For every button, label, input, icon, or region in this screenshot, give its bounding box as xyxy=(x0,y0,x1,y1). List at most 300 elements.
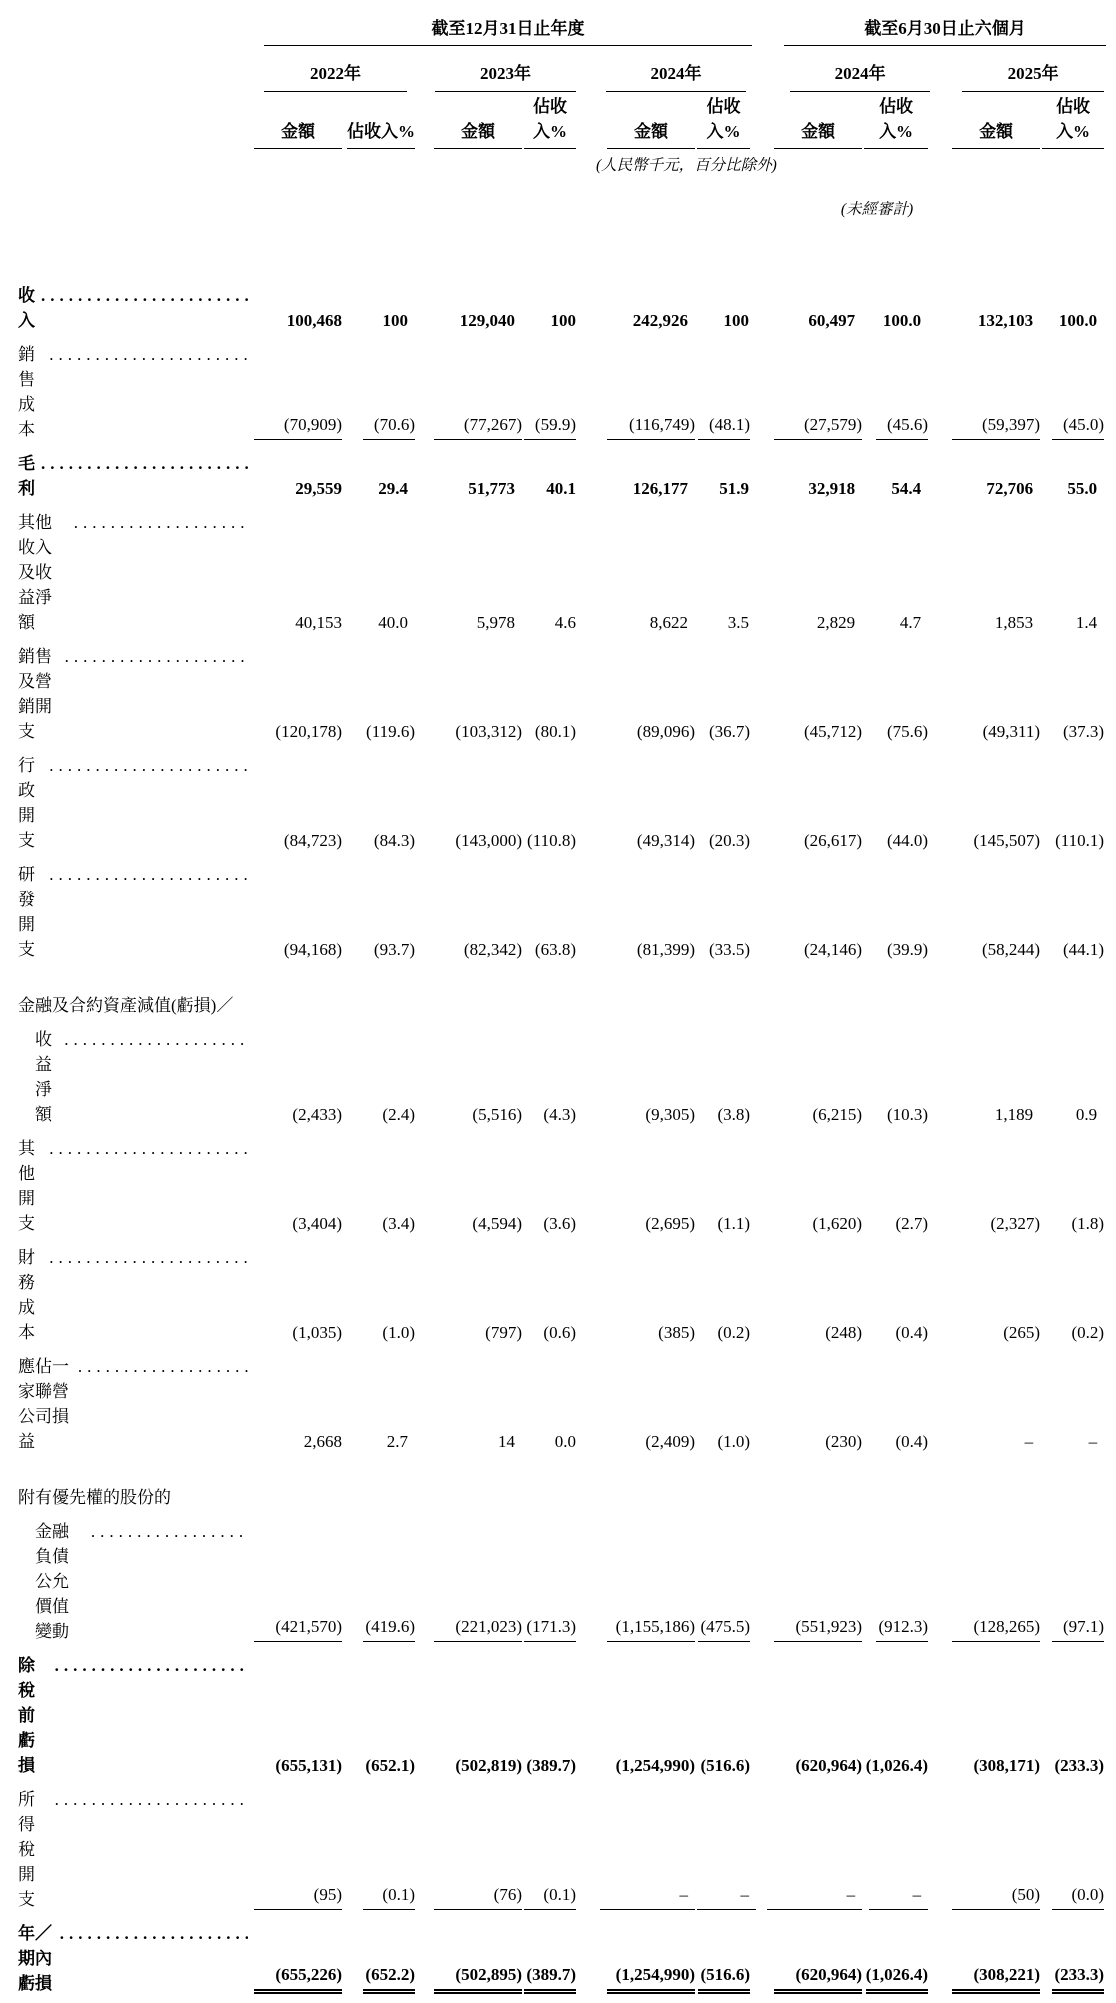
value-cell xyxy=(930,1461,1042,1517)
value-cell xyxy=(254,508,344,642)
cell-value: (110.8) xyxy=(527,831,576,850)
amount-header-label: 金額 xyxy=(607,117,695,149)
cell-value: (5,516) xyxy=(472,1105,522,1124)
column-header-amount xyxy=(578,92,697,149)
cell-value: 1.4 xyxy=(1075,613,1098,632)
value-cell xyxy=(524,1919,578,2003)
value-cell xyxy=(752,340,864,449)
period-group-header xyxy=(752,8,1106,46)
value-cell xyxy=(254,1352,344,1461)
cell-value: (80.1) xyxy=(534,722,576,741)
cell-value: (389.7) xyxy=(524,1965,576,1994)
value-cell xyxy=(697,1134,752,1243)
cell-value: (912.3) xyxy=(876,1617,928,1642)
value-cell xyxy=(578,969,697,1025)
value-cell xyxy=(417,449,524,508)
dot-leader xyxy=(60,1924,248,1944)
value-cell xyxy=(578,1651,697,1785)
value-cell xyxy=(417,508,524,642)
value-cell xyxy=(930,751,1042,860)
cell-value: (128,265) xyxy=(952,1617,1040,1642)
cell-value: (1,035) xyxy=(292,1323,342,1342)
cell-value: (75.6) xyxy=(886,722,929,741)
cell-value: (3.4) xyxy=(382,1214,415,1233)
value-cell xyxy=(344,1517,417,1651)
value-cell xyxy=(254,1517,344,1651)
amount-header-label: 金額 xyxy=(774,117,862,149)
value-cell xyxy=(524,1134,578,1243)
cell-value: 5,978 xyxy=(476,613,515,632)
value-cell xyxy=(254,1134,344,1243)
cell-value: (2.4) xyxy=(382,1105,415,1124)
value-cell xyxy=(578,1025,697,1134)
value-cell xyxy=(524,281,578,340)
column-header-amount xyxy=(254,92,344,149)
table-row xyxy=(18,1243,1106,1352)
table-row xyxy=(18,642,1106,751)
units-note-cell xyxy=(578,149,777,193)
cell-value: (1.1) xyxy=(717,1214,751,1233)
table-row xyxy=(18,751,1106,860)
row-label-wrap xyxy=(18,991,250,1016)
amount-header-label: 金額 xyxy=(434,117,522,149)
cell-value: (20.3) xyxy=(708,831,751,850)
value-cell xyxy=(417,1243,524,1352)
value-cell xyxy=(344,751,417,860)
cell-value: 51.9 xyxy=(719,479,749,498)
cell-value: (6,215) xyxy=(812,1105,863,1124)
value-cell xyxy=(1042,1461,1106,1517)
value-cell xyxy=(417,1919,524,2003)
cell-value: (655,226) xyxy=(254,1965,342,1994)
cell-value: (171.3) xyxy=(524,1617,576,1642)
cell-value: (36.7) xyxy=(708,722,751,741)
cell-value: 0.9 xyxy=(1075,1105,1098,1124)
cell-value: (475.5) xyxy=(698,1617,750,1642)
value-cell xyxy=(930,1134,1042,1243)
cell-value: (2,327) xyxy=(990,1214,1041,1233)
value-cell xyxy=(344,1919,417,2003)
row-label-wrap xyxy=(18,1651,250,1776)
value-cell xyxy=(524,1025,578,1134)
cell-value: (2,409) xyxy=(645,1432,695,1451)
value-cell xyxy=(864,860,930,969)
period-group-row xyxy=(18,8,1106,46)
value-cell xyxy=(752,508,864,642)
spacer-cell xyxy=(752,149,1106,193)
row-label: 應佔一家聯營公司損益 xyxy=(18,1357,69,1451)
table-row xyxy=(18,1025,1106,1134)
value-cell xyxy=(1042,449,1106,508)
row-label-cell xyxy=(18,860,254,969)
value-cell xyxy=(1042,1243,1106,1352)
cell-value: (502,819) xyxy=(455,1756,522,1775)
cell-value: 40,153 xyxy=(295,613,342,632)
row-label-wrap xyxy=(18,642,250,742)
cell-value: (93.7) xyxy=(373,940,415,959)
value-cell xyxy=(344,1134,417,1243)
cell-value: (44.0) xyxy=(886,831,929,850)
cell-value: (2.7) xyxy=(895,1214,929,1233)
unaudited-note-row xyxy=(18,193,1106,237)
cell-value: 29,559 xyxy=(295,479,342,498)
dot-leader xyxy=(78,1357,248,1377)
cell-value: (63.8) xyxy=(534,940,576,959)
cell-value: – xyxy=(1024,1432,1034,1451)
value-cell xyxy=(930,1919,1042,2003)
cell-value: 1,189 xyxy=(994,1105,1034,1124)
value-cell xyxy=(578,508,697,642)
cell-value: (70.6) xyxy=(363,415,415,440)
cell-value: 132,103 xyxy=(977,311,1034,330)
table-row xyxy=(18,1352,1106,1461)
column-header-pct xyxy=(1042,92,1106,149)
cell-value: (797) xyxy=(485,1323,522,1342)
cell-value: (33.5) xyxy=(708,940,751,959)
dot-leader xyxy=(41,454,248,474)
value-cell xyxy=(697,751,752,860)
value-cell xyxy=(524,1352,578,1461)
value-cell xyxy=(254,1919,344,2003)
row-label: 收益淨額 xyxy=(35,1030,52,1124)
row-label-wrap xyxy=(18,1352,250,1452)
value-cell xyxy=(344,860,417,969)
period-group-title: 截至6月30日止六個月 xyxy=(784,14,1106,46)
row-label: 金融負債公允價值變動 xyxy=(35,1522,69,1641)
cell-value: (70,909) xyxy=(254,415,342,440)
value-cell xyxy=(930,642,1042,751)
value-cell xyxy=(752,1651,864,1785)
cell-value: (97.1) xyxy=(1052,1617,1104,1642)
value-cell xyxy=(344,1785,417,1919)
value-cell xyxy=(697,449,752,508)
row-label-wrap xyxy=(18,1919,250,1994)
cell-value: (233.3) xyxy=(1054,1756,1105,1775)
cell-value: (1,026.4) xyxy=(866,1965,928,1994)
cell-value: (1.8) xyxy=(1071,1214,1105,1233)
cell-value: 40.0 xyxy=(378,613,408,632)
cell-value: (58,244) xyxy=(981,940,1041,959)
cell-value: (551,923) xyxy=(774,1617,862,1642)
cell-value: (265) xyxy=(1003,1323,1041,1342)
value-cell xyxy=(864,1025,930,1134)
value-cell xyxy=(697,340,752,449)
value-cell xyxy=(1042,1517,1106,1651)
row-label-cell xyxy=(18,1243,254,1352)
cell-value: 14 xyxy=(498,1432,515,1451)
row-label: 年／期內虧損 xyxy=(18,1924,52,1993)
cell-value: (385) xyxy=(658,1323,695,1342)
cell-value: (82,342) xyxy=(463,940,522,959)
value-cell xyxy=(864,1134,930,1243)
row-label: 附有優先權的股份的 xyxy=(18,1488,171,1507)
value-cell xyxy=(1042,1352,1106,1461)
cell-value: (27,579) xyxy=(774,415,862,440)
value-cell xyxy=(752,1785,864,1919)
value-cell xyxy=(254,642,344,751)
value-cell xyxy=(1042,1134,1106,1243)
cell-value: (143,000) xyxy=(455,831,522,850)
cell-value: (10.3) xyxy=(886,1105,929,1124)
value-cell xyxy=(752,1025,864,1134)
value-cell xyxy=(1042,1919,1106,2003)
value-cell xyxy=(417,969,524,1025)
value-cell xyxy=(578,642,697,751)
row-label-wrap xyxy=(18,1025,250,1125)
cell-value: (116,749) xyxy=(607,415,695,440)
column-header-pct xyxy=(524,92,578,149)
cell-value: (502,895) xyxy=(434,1965,522,1994)
cell-value: (421,570) xyxy=(254,1617,342,1642)
cell-value: 2,829 xyxy=(816,613,856,632)
column-header-amount xyxy=(752,92,864,149)
value-cell xyxy=(578,1517,697,1651)
cell-value: (233.3) xyxy=(1052,1965,1104,1994)
value-cell xyxy=(752,1134,864,1243)
table-row xyxy=(18,340,1106,449)
cell-value: (45.0) xyxy=(1052,415,1104,440)
dot-leader xyxy=(49,1248,248,1268)
row-label-cell xyxy=(18,1134,254,1243)
value-cell xyxy=(864,1919,930,2003)
row-label: 所得稅開支 xyxy=(18,1790,35,1909)
cell-value: 4.7 xyxy=(899,613,922,632)
dot-leader xyxy=(64,1030,248,1050)
cell-value: (0.2) xyxy=(1071,1323,1105,1342)
value-cell xyxy=(524,508,578,642)
value-cell xyxy=(417,751,524,860)
cell-value: 3.5 xyxy=(727,613,749,632)
cell-value: (308,171) xyxy=(973,1756,1041,1775)
cell-value: (0.0) xyxy=(1052,1885,1104,1910)
value-cell xyxy=(864,340,930,449)
pct-header-label: 佔收入% xyxy=(347,117,415,149)
cell-value: (0.1) xyxy=(363,1885,415,1910)
cell-value: (44.1) xyxy=(1062,940,1105,959)
value-cell xyxy=(344,340,417,449)
row-label-wrap xyxy=(18,1134,250,1234)
year-header xyxy=(578,46,752,92)
value-cell xyxy=(697,1919,752,2003)
corner-cell xyxy=(18,46,254,92)
unaudited-note-cell xyxy=(752,193,930,237)
dot-leader xyxy=(91,1522,248,1542)
row-label-cell xyxy=(18,969,254,1025)
dot-leader xyxy=(41,286,248,306)
row-label-cell xyxy=(18,751,254,860)
value-cell xyxy=(578,1461,697,1517)
value-cell xyxy=(930,1517,1042,1651)
cell-value: (39.9) xyxy=(886,940,929,959)
row-label-cell xyxy=(18,1352,254,1461)
cell-value: 129,040 xyxy=(459,311,515,330)
row-label-cell xyxy=(18,1785,254,1919)
row-label-cell xyxy=(18,1651,254,1785)
cell-value: (620,964) xyxy=(774,1965,862,1994)
row-label: 研發開支 xyxy=(18,865,35,959)
cell-value: (221,023) xyxy=(434,1617,522,1642)
cell-value: (37.3) xyxy=(1062,722,1105,741)
row-label-wrap xyxy=(18,449,250,499)
spacer-cell xyxy=(18,237,1106,281)
cell-value: 2.7 xyxy=(386,1432,408,1451)
table-row xyxy=(18,1461,1106,1517)
value-cell xyxy=(524,860,578,969)
cell-value: 40.1 xyxy=(546,479,576,498)
value-cell xyxy=(344,281,417,340)
value-cell xyxy=(578,1243,697,1352)
year-header xyxy=(254,46,417,92)
cell-value: 2,668 xyxy=(303,1432,342,1451)
value-cell xyxy=(524,642,578,751)
value-cell xyxy=(254,1461,344,1517)
cell-value: (89,096) xyxy=(636,722,695,741)
value-cell xyxy=(578,860,697,969)
corner-cell xyxy=(18,92,254,149)
value-cell xyxy=(1042,508,1106,642)
row-label-cell xyxy=(18,1461,254,1517)
dot-leader xyxy=(65,647,248,667)
value-cell xyxy=(254,281,344,340)
cell-value: 100 xyxy=(723,311,749,330)
cell-value: (49,311) xyxy=(982,722,1041,741)
row-label: 除稅前虧損 xyxy=(18,1656,35,1775)
cell-value: (59.9) xyxy=(524,415,576,440)
spacer-cell xyxy=(18,193,752,237)
value-cell xyxy=(344,642,417,751)
value-cell xyxy=(930,508,1042,642)
row-label-cell xyxy=(18,1919,254,2003)
cell-value: – xyxy=(767,1885,862,1910)
value-cell xyxy=(697,1352,752,1461)
financial-statement-table xyxy=(18,8,1106,2003)
value-cell xyxy=(1042,969,1106,1025)
cell-value: (4.3) xyxy=(543,1105,576,1124)
cell-value: (308,221) xyxy=(952,1965,1040,1994)
cell-value: (50) xyxy=(952,1885,1040,1910)
cell-value: 60,497 xyxy=(808,311,856,330)
value-cell xyxy=(1042,751,1106,860)
value-cell xyxy=(930,969,1042,1025)
cell-value: (0.4) xyxy=(895,1432,929,1451)
value-cell xyxy=(254,969,344,1025)
year-label: 2024年 xyxy=(790,59,930,92)
cell-value: (48.1) xyxy=(698,415,750,440)
value-cell xyxy=(417,1651,524,1785)
value-cell xyxy=(1042,281,1106,340)
value-cell xyxy=(752,449,864,508)
cell-value: (77,267) xyxy=(434,415,522,440)
value-cell xyxy=(417,1134,524,1243)
table-row xyxy=(18,860,1106,969)
row-label-cell xyxy=(18,1517,254,1651)
value-cell xyxy=(344,1352,417,1461)
amount-header-label: 金額 xyxy=(254,117,342,149)
cell-value: (119.6) xyxy=(366,722,415,741)
cell-value: 126,177 xyxy=(632,479,688,498)
value-cell xyxy=(752,1461,864,1517)
value-cell xyxy=(524,751,578,860)
value-cell xyxy=(930,1651,1042,1785)
table-row xyxy=(18,969,1106,1025)
cell-value: (103,312) xyxy=(455,722,522,741)
value-cell xyxy=(752,969,864,1025)
table-row xyxy=(18,1919,1106,2003)
year-header xyxy=(417,46,578,92)
value-cell xyxy=(697,1785,752,1919)
value-cell xyxy=(864,1517,930,1651)
cell-value: (0.1) xyxy=(524,1885,576,1910)
value-cell xyxy=(752,642,864,751)
table-row xyxy=(18,508,1106,642)
cell-value: (59,397) xyxy=(952,415,1040,440)
value-cell xyxy=(1042,642,1106,751)
cell-value: 242,926 xyxy=(632,311,688,330)
value-cell xyxy=(752,1243,864,1352)
value-cell xyxy=(930,1025,1042,1134)
year-label: 2025年 xyxy=(962,59,1104,92)
value-cell xyxy=(254,1651,344,1785)
row-label-wrap xyxy=(18,860,250,960)
table-row xyxy=(18,1134,1106,1243)
value-cell xyxy=(697,860,752,969)
value-cell xyxy=(752,1517,864,1651)
value-cell xyxy=(417,1352,524,1461)
row-label-cell xyxy=(18,449,254,508)
value-cell xyxy=(417,1025,524,1134)
dot-leader xyxy=(49,756,248,776)
cell-value: (652.2) xyxy=(363,1965,415,1994)
value-cell xyxy=(417,1517,524,1651)
cell-value: 0.0 xyxy=(554,1432,576,1451)
value-cell xyxy=(417,340,524,449)
value-cell xyxy=(930,449,1042,508)
value-cell xyxy=(254,1025,344,1134)
year-row xyxy=(18,46,1106,92)
value-cell xyxy=(524,969,578,1025)
value-cell xyxy=(752,281,864,340)
year-label: 2022年 xyxy=(264,59,407,92)
value-cell xyxy=(697,1461,752,1517)
cell-value: (49,314) xyxy=(636,831,695,850)
dot-leader xyxy=(74,513,248,533)
value-cell xyxy=(344,1461,417,1517)
cell-value: 32,918 xyxy=(808,479,856,498)
value-cell xyxy=(344,449,417,508)
cell-value: (145,507) xyxy=(973,831,1041,850)
value-cell xyxy=(578,340,697,449)
value-cell xyxy=(697,508,752,642)
cell-value: (655,131) xyxy=(275,1756,342,1775)
value-cell xyxy=(417,1785,524,1919)
cell-value: (84.3) xyxy=(373,831,415,850)
cell-value: (110.1) xyxy=(1055,831,1105,850)
value-cell xyxy=(254,1243,344,1352)
value-cell xyxy=(1042,340,1106,449)
cell-value: (26,617) xyxy=(803,831,863,850)
row-label: 銷售成本 xyxy=(18,345,35,439)
column-header-amount xyxy=(417,92,524,149)
value-cell xyxy=(417,1461,524,1517)
year-label: 2024年 xyxy=(606,59,746,92)
value-cell xyxy=(578,751,697,860)
row-label-wrap xyxy=(18,1785,250,1910)
corner-cell xyxy=(18,8,254,46)
cell-value: (652.1) xyxy=(365,1756,415,1775)
value-cell xyxy=(344,1243,417,1352)
value-cell xyxy=(344,1651,417,1785)
table-row xyxy=(18,281,1106,340)
